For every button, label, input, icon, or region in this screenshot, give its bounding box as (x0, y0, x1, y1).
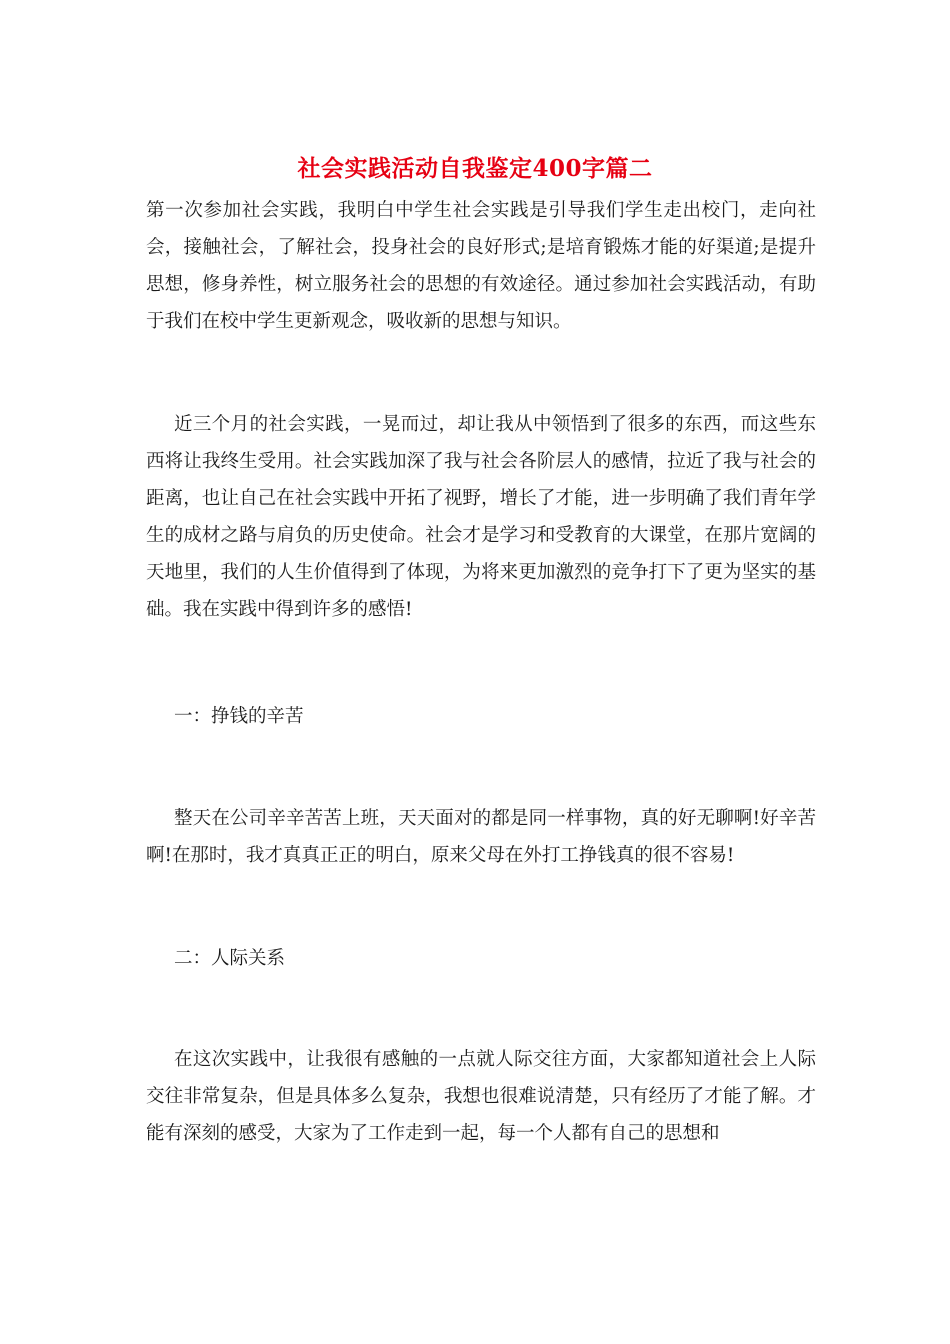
document-title: 社会实践活动自我鉴定400字篇二 (297, 155, 653, 182)
paragraph-earning-money: 整天在公司辛辛苦苦上班，天天面对的都是同一样事物，真的好无聊啊!好辛苦啊!在那时，我才真真正正的明白，原来父母在外打工挣钱真的很不容易! (146, 808, 816, 866)
paragraph-experience: 近三个月的社会实践，一晃而过，却让我从中领悟到了很多的东西，而这些东西将让我终生受用。社会实践加深了我与社会各阶层人的感情，拉近了我与社会的距离，也让自己在社会实践中开拓了视野，增长了才能，进一步明确了我们青年学生的成材之路与肩负的历史使命。社会才是学习和受教育的大课堂，在那片宽阔的天地里，我们的人生价值得到了体现，为将来更加激烈的竞争打下了更为坚实的基础。我在实践中得到许多的感悟! (146, 414, 816, 620)
paragraph-intro: 第一次参加社会实践，我明白中学生社会实践是引导我们学生走出校门，走向社会，接触社会，了解社会，投身社会的良好形式;是培育锻炼才能的好渠道;是提升思想，修身养性，树立服务社会的思想的有效途径。通过参加社会实践活动，有助于我们在校中学生更新观念，吸收新的思想与知识。 (146, 200, 816, 332)
section-heading-earning-money: 一：挣钱的辛苦 (174, 706, 304, 727)
section-heading-relationships: 二：人际关系 (174, 948, 286, 969)
paragraph-relationships: 在这次实践中，让我很有感触的一点就人际交往方面，大家都知道社会上人际交往非常复杂，但是具体多么复杂，我想也很难说清楚，只有经历了才能了解。才能有深刻的感受，大家为了工作走到一起，每一个人都有自己的思想和 (146, 1049, 816, 1144)
